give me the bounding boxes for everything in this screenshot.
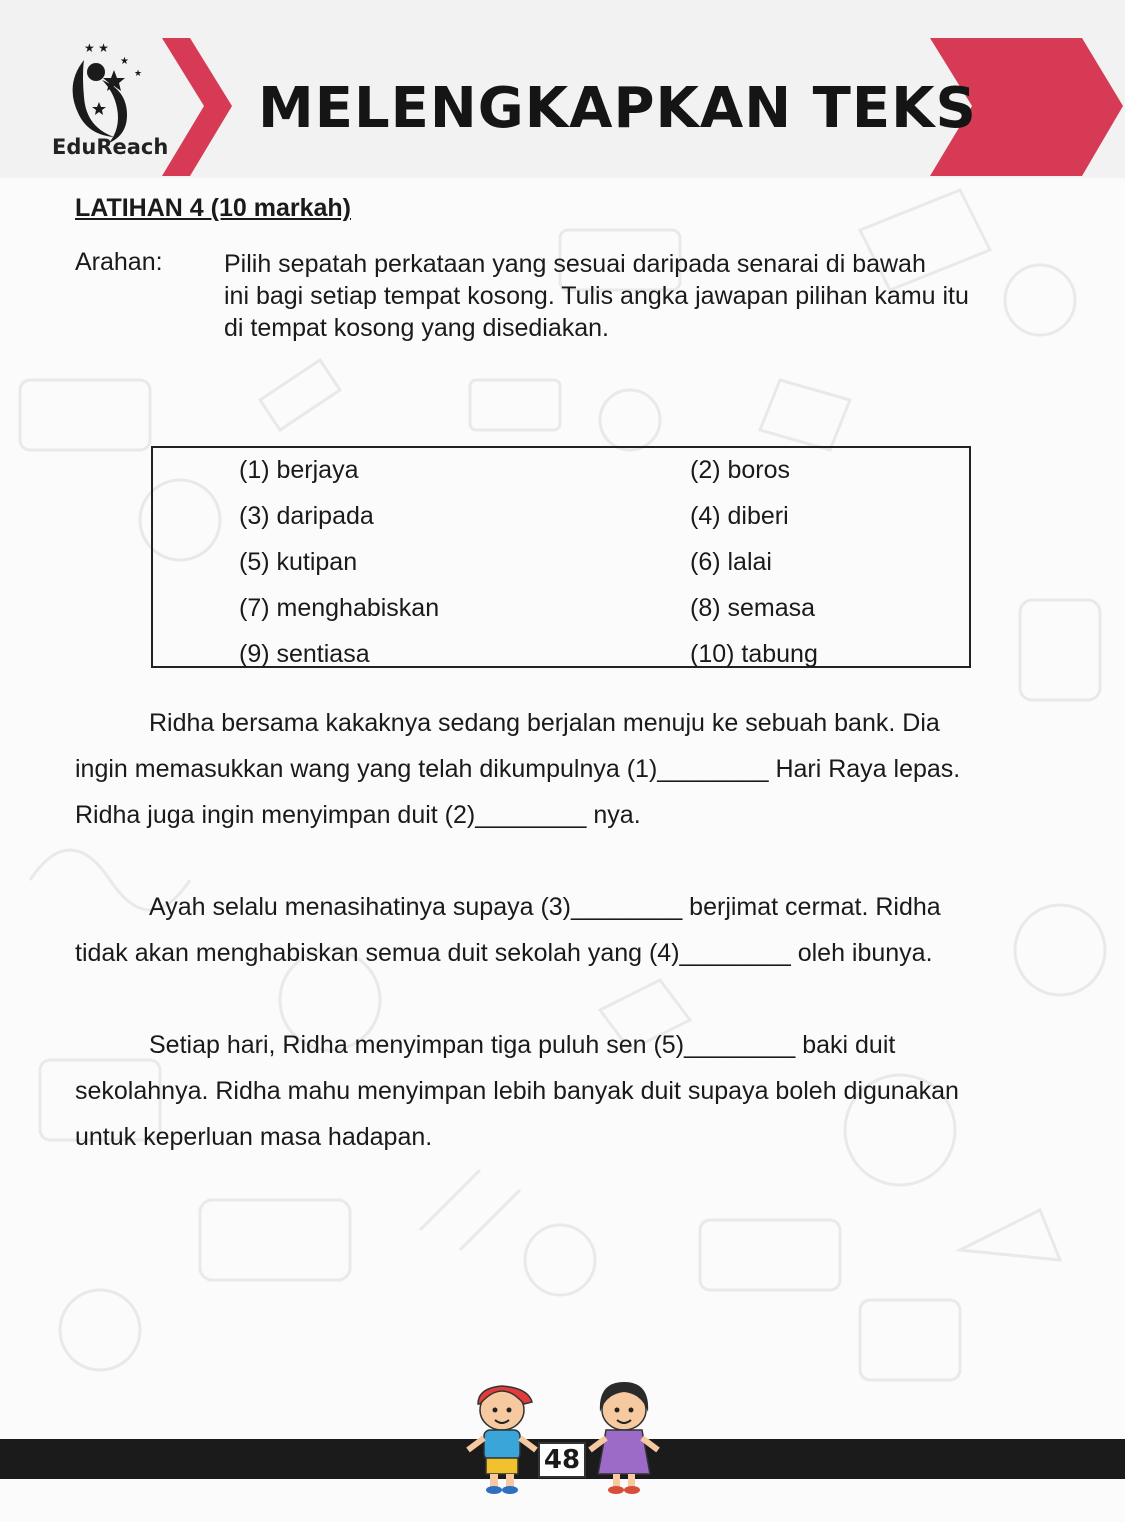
- passage-line: Ayah selalu menasihatinya supaya (3)________ berjimat cermat. Ridha: [149, 893, 941, 921]
- option-item: (6) lalai: [690, 548, 772, 576]
- option-item: (3) daripada: [239, 502, 374, 530]
- passage-line: Setiap hari, Ridha menyimpan tiga puluh sen (5)________ baki duit: [149, 1031, 896, 1059]
- passage-line: ingin memasukkan wang yang telah dikumpulnya (1)________ Hari Raya lepas.: [75, 755, 961, 783]
- passage-paragraph-2: [75, 884, 1055, 976]
- passage-paragraph-1: [75, 700, 1055, 838]
- instruction-line: di tempat kosong yang disediakan.: [224, 314, 609, 342]
- passage-line: Ridha juga ingin menyimpan duit (2)________ nya.: [75, 801, 641, 829]
- svg-text:★: ★: [120, 56, 129, 67]
- instruction-text: [224, 248, 1054, 344]
- page-title: MELENGKAPKAN TEKS: [258, 76, 977, 141]
- option-item: (4) diberi: [690, 502, 789, 530]
- passage-line: sekolahnya. Ridha mahu menyimpan lebih banyak duit supaya boleh digunakan: [75, 1077, 959, 1105]
- option-item: (5) kutipan: [239, 548, 358, 576]
- option-item: (7) menghabiskan: [239, 594, 440, 622]
- passage-line: untuk keperluan masa hadapan.: [75, 1123, 433, 1151]
- instruction-label: Arahan:: [75, 248, 163, 276]
- option-item: (8) semasa: [690, 594, 816, 622]
- logo-text: EduReach: [52, 135, 169, 159]
- svg-text:★ ★: ★ ★: [84, 41, 109, 55]
- passage-line: Ridha bersama kakaknya sedang berjalan menuju ke sebuah bank. Dia: [149, 709, 940, 737]
- option-item: (1) berjaya: [239, 456, 359, 484]
- option-item: (2) boros: [690, 456, 791, 484]
- svg-text:★: ★: [134, 68, 143, 78]
- instruction-line: ini bagi setiap tempat kosong. Tulis angka jawapan pilihan kamu itu: [224, 282, 969, 310]
- option-item: (9) sentiasa: [239, 640, 370, 668]
- page-number: 48: [538, 1442, 586, 1478]
- option-item: (10) tabung: [690, 640, 818, 668]
- section-title: LATIHAN 4 (10 markah): [75, 194, 351, 222]
- instruction-line: Pilih sepatah perkataan yang sesuai daripada senarai di bawah: [224, 250, 926, 278]
- word-options-box: [151, 446, 971, 668]
- passage-paragraph-3: [75, 1022, 1055, 1160]
- passage-line: tidak akan menghabiskan semua duit sekolah yang (4)________ oleh ibunya.: [75, 939, 933, 967]
